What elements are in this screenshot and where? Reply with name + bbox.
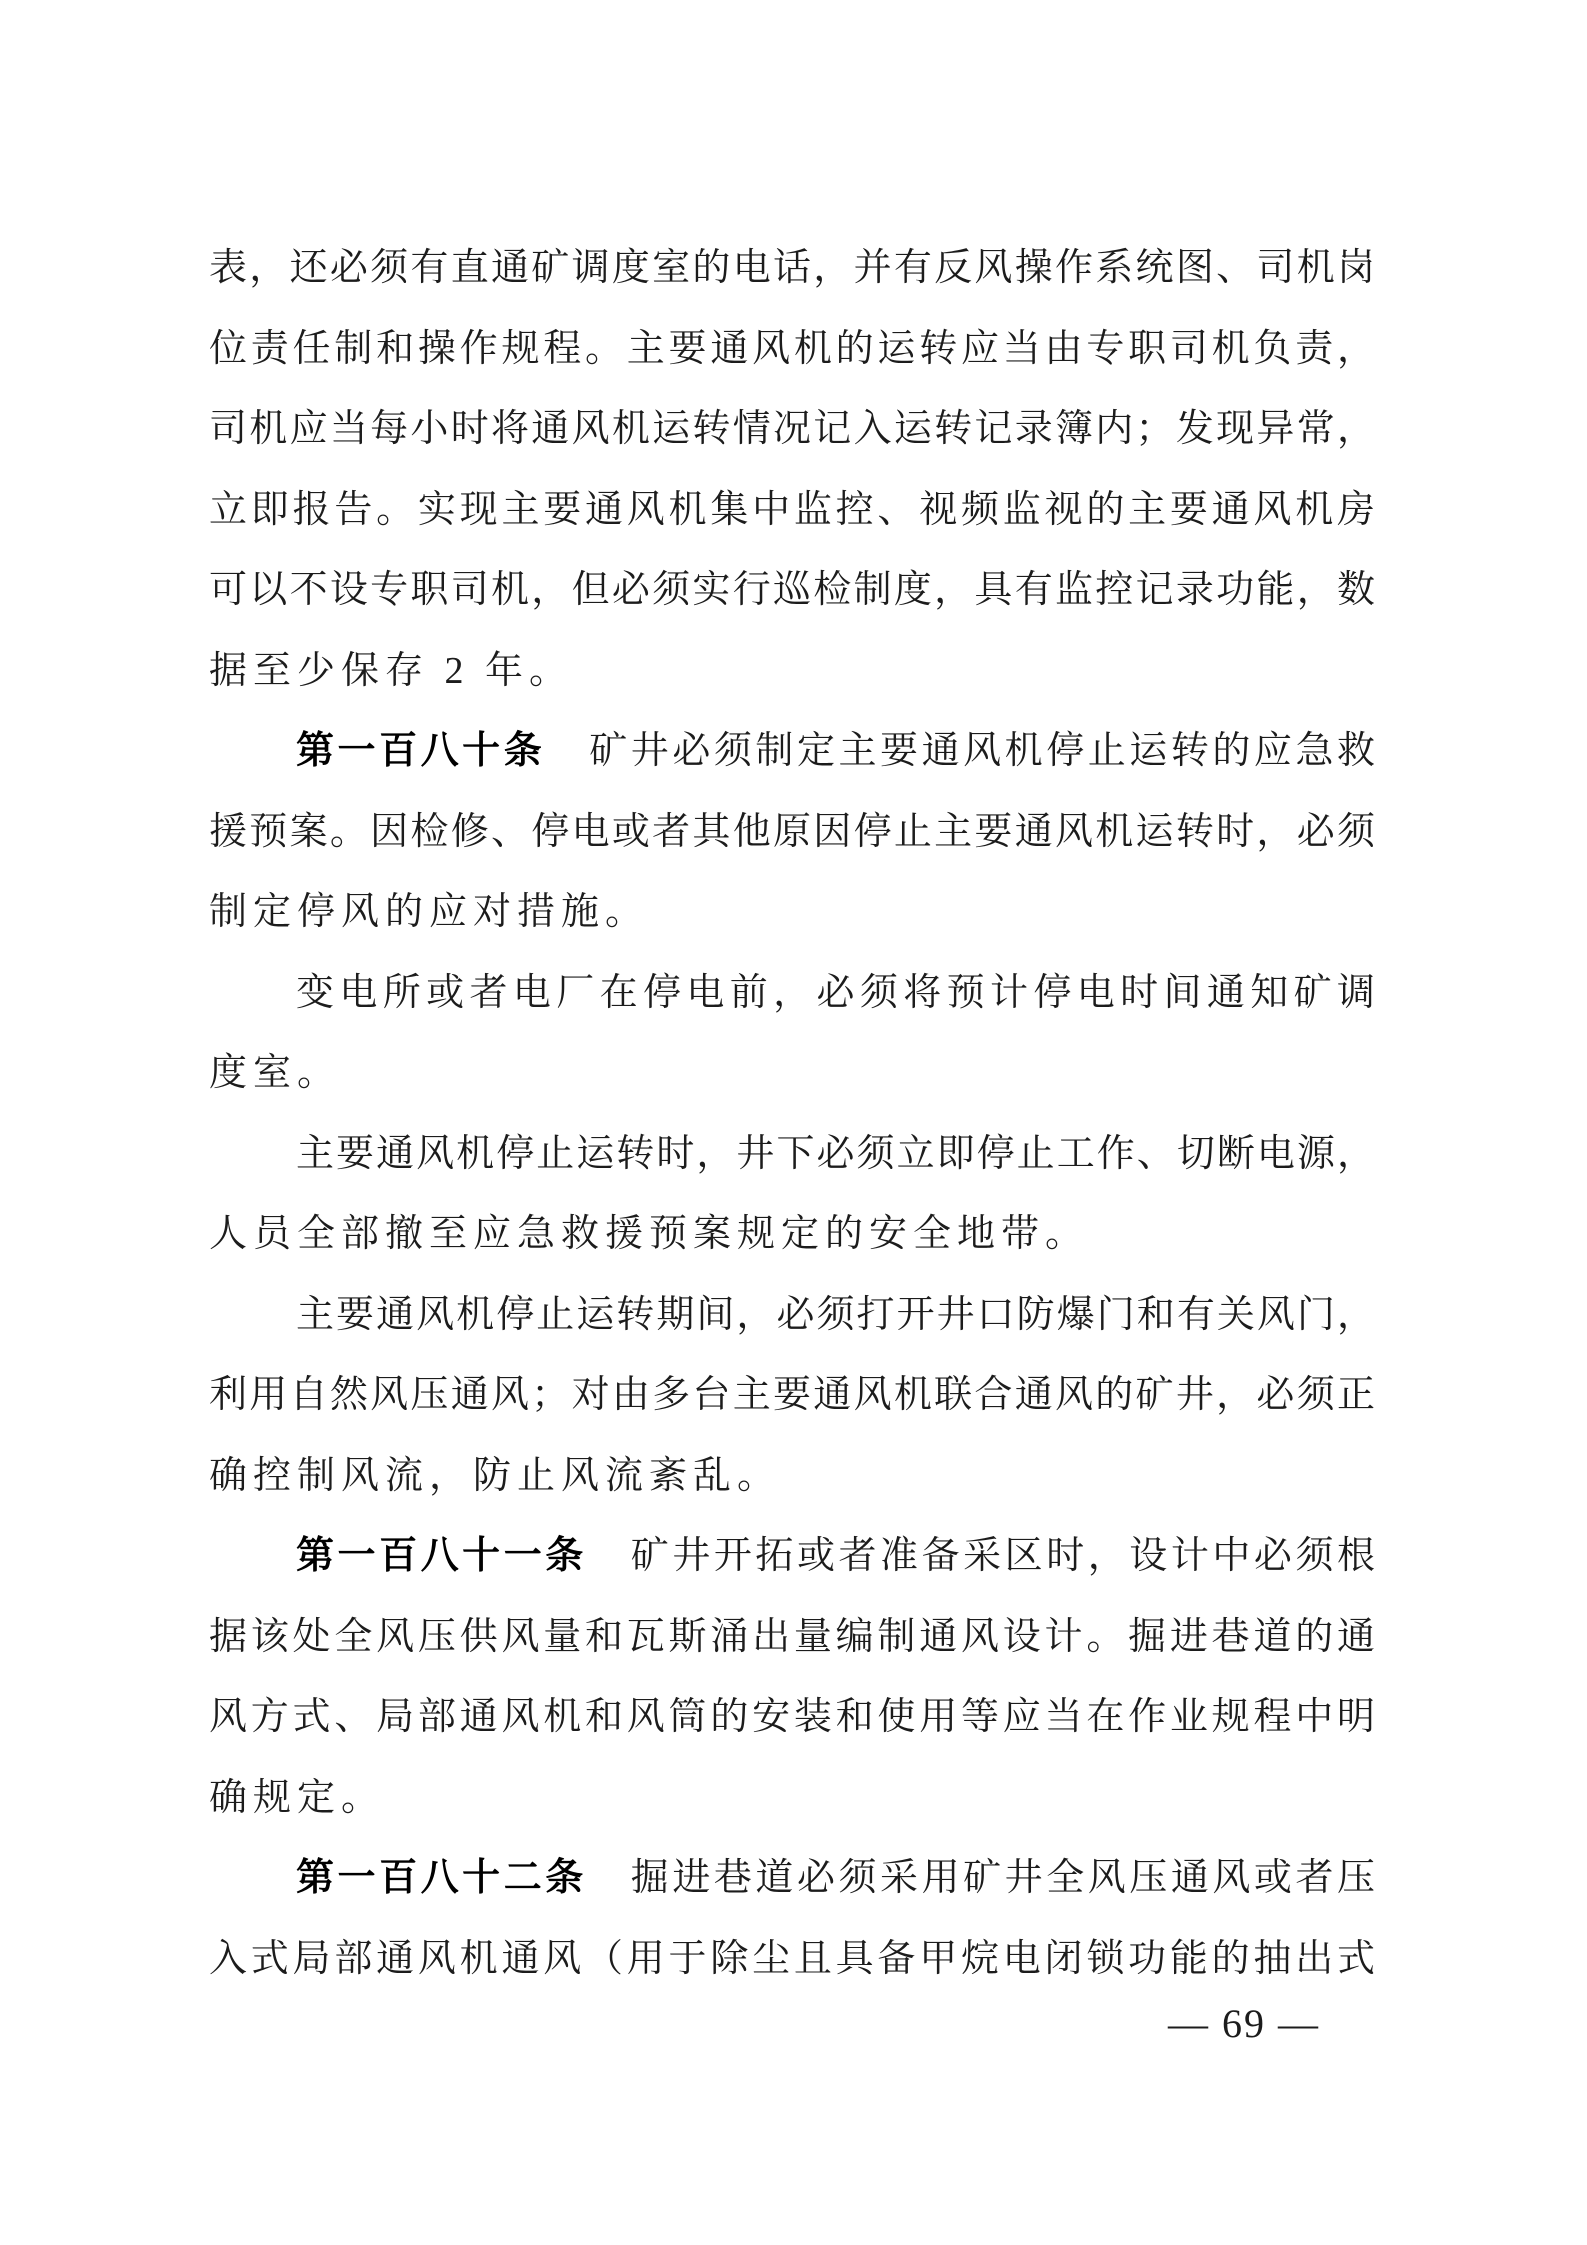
text-line: 风方式、局部通风机和风筒的安装和使用等应当在作业规程中明	[209, 1696, 1375, 1738]
text-line: 主要通风机停止运转期间，必须打开井口防爆门和有关风门，	[296, 1293, 1375, 1336]
page-number: — 69 —	[1168, 2001, 1320, 2046]
article-heading-text: 掘进巷道必须采用矿井全风压通风或者压	[630, 1857, 1375, 1899]
text-line: 确控制风流，防止风流紊乱。	[209, 1454, 782, 1497]
text-line: 变电所或者电厂在停电前，必须将预计停电时间通知矿调	[296, 971, 1375, 1014]
text-line: 度室。	[209, 1052, 342, 1094]
text-line: 确规定。	[209, 1776, 386, 1819]
article-heading-line	[209, 1838, 1375, 1919]
article-heading-text: 矿井必须制定主要通风机停止运转的应急救	[589, 730, 1375, 772]
text-line: 援预案。因检修、停电或者其他原因停止主要通风机运转时，必须	[209, 810, 1375, 853]
text-line: 司机应当每小时将通风机运转情况记入运转记录簿内；发现异常，	[209, 408, 1375, 450]
article-number: 第一百八十条	[296, 730, 546, 772]
text-line: 表，还必须有直通矿调度室的电话，并有反风操作系统图、司机岗	[209, 247, 1375, 289]
document-body	[209, 228, 1375, 1999]
text-line: 据该处全风压供风量和瓦斯涌出量编制通风设计。掘进巷道的通	[209, 1615, 1375, 1658]
text-line: 位责任制和操作规程。主要通风机的运转应当由专职司机负责，	[209, 327, 1375, 370]
article-number: 第一百八十二条	[296, 1857, 587, 1899]
text-line: 可以不设专职司机，但必须实行巡检制度，具有监控记录功能，数	[209, 569, 1375, 611]
text-line: 据至少保存 2 年。	[209, 649, 574, 692]
article-heading-line	[209, 1516, 1375, 1597]
text-line: 人员全部撤至应急救援预案规定的安全地带。	[209, 1213, 1090, 1255]
text-line: 立即报告。实现主要通风机集中监控、视频监视的主要通风机房	[209, 488, 1375, 531]
text-line: 制定停风的应对措施。	[209, 891, 650, 933]
text-line: 主要通风机停止运转时，井下必须立即停止工作、切断电源，	[296, 1132, 1375, 1175]
article-heading-text: 矿井开拓或者准备采区时，设计中必须根	[630, 1535, 1375, 1577]
text-line: 入式局部通风机通风（用于除尘且具备甲烷电闭锁功能的抽出式	[209, 1937, 1375, 1980]
article-heading-line	[209, 711, 1375, 792]
text-line: 利用自然风压通风；对由多台主要通风机联合通风的矿井，必须正	[209, 1374, 1375, 1416]
article-number: 第一百八十一条	[296, 1535, 587, 1577]
